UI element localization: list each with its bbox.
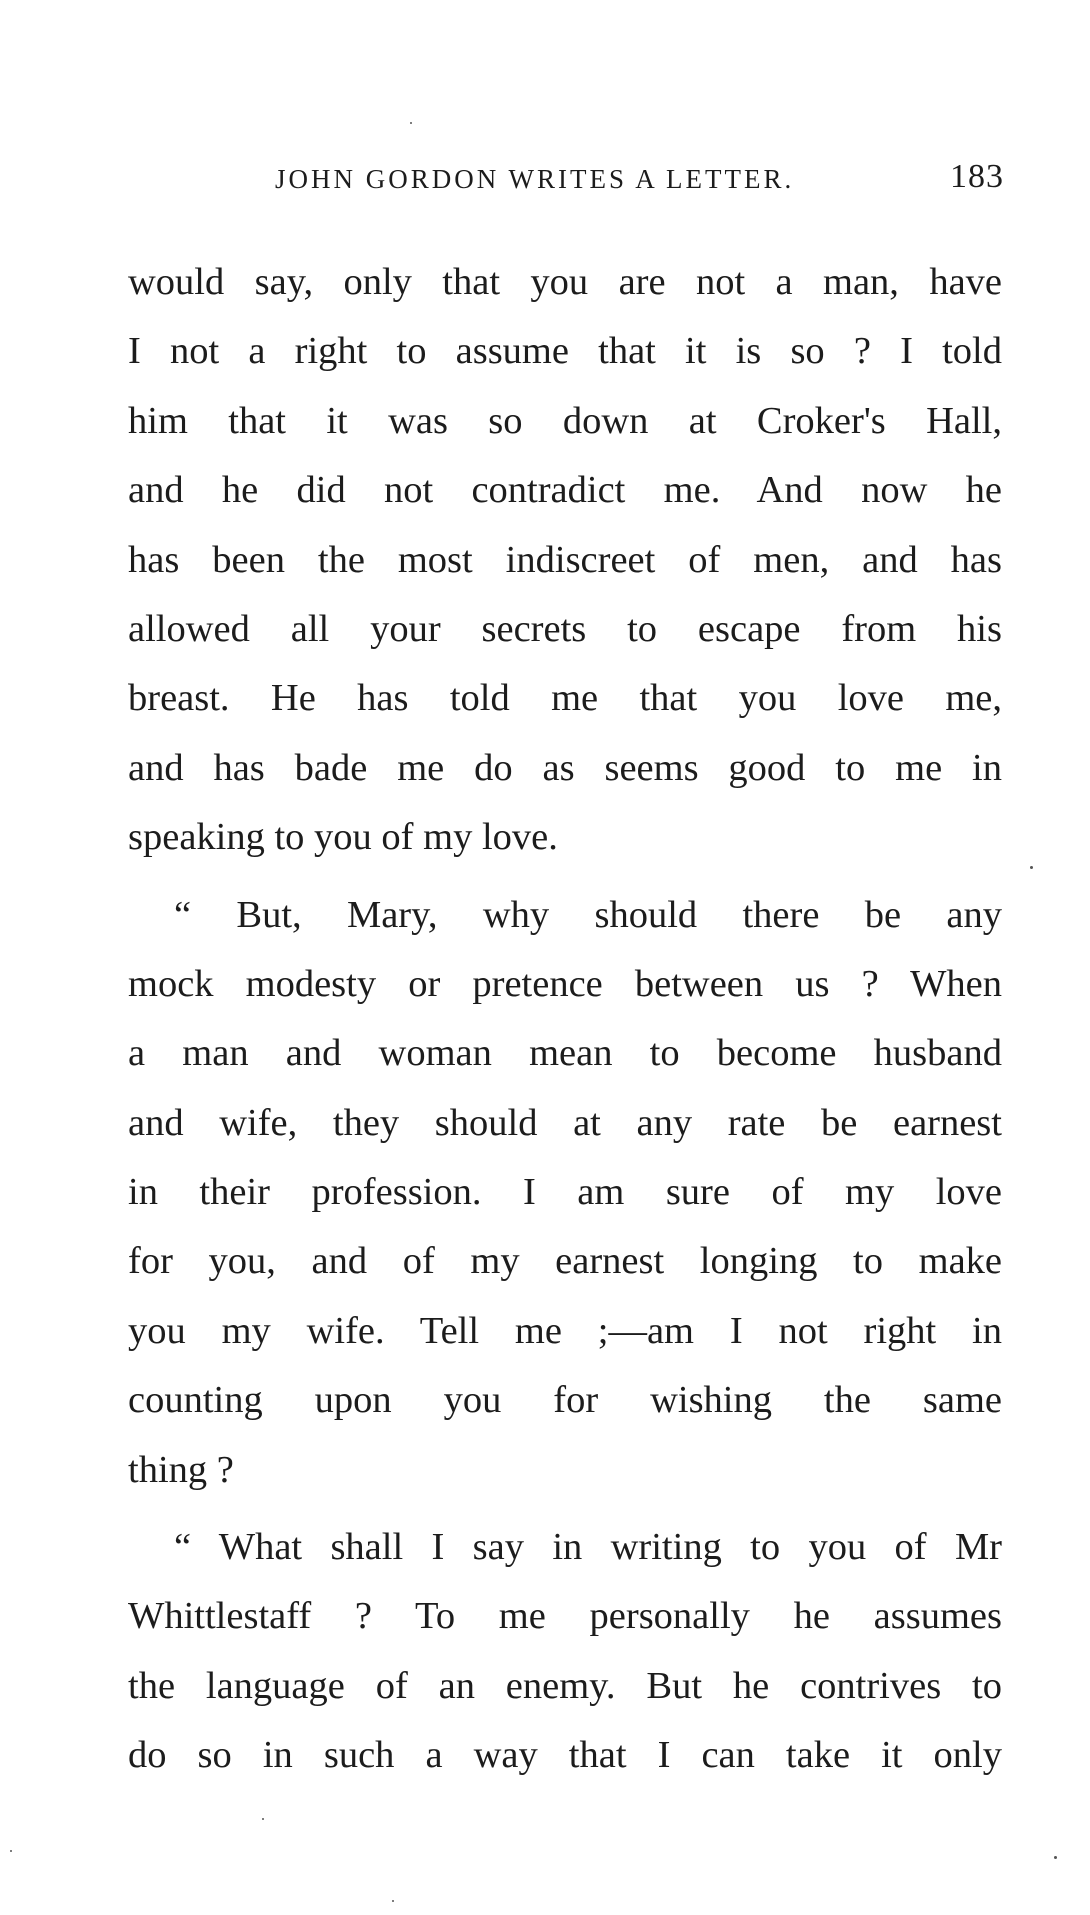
- paragraph-3: [128, 1513, 1002, 1791]
- page-number: 183: [950, 158, 1004, 195]
- paragraph-gap: [128, 873, 1002, 881]
- print-speck: [1054, 1856, 1057, 1859]
- text-line: him that it was so down at Croker's Hall,: [128, 399, 1002, 442]
- text-line: would say, only that you are not a man, have: [128, 261, 1002, 303]
- text-line: mock modesty or pretence between us ? When: [128, 962, 1002, 1005]
- text-line: and has bade me do as seems good to me in: [128, 746, 1002, 789]
- text-line: has been the most indiscreet of men, and has: [128, 538, 1002, 581]
- text-line: “ What shall I say in writing to you of Mr: [174, 1526, 1002, 1569]
- text-line: you my wife. Tell me ;—am I not right in: [128, 1309, 1002, 1352]
- print-speck: [392, 1900, 394, 1902]
- text-line: counting upon you for wishing the same: [128, 1379, 1002, 1422]
- text-line: thing ?: [128, 1448, 234, 1491]
- paragraph-gap: [128, 1505, 1002, 1513]
- text-line: in their profession. I am sure of my love: [128, 1171, 1002, 1214]
- print-speck: [10, 1850, 12, 1852]
- body-text: [128, 248, 1002, 1791]
- text-line: I not a right to assume that it is so ? I told: [128, 330, 1002, 373]
- print-speck: [410, 122, 412, 124]
- text-line: and wife, they should at any rate be earnest: [128, 1101, 1002, 1144]
- chapter-title: JOHN GORDON WRITES A LETTER.: [275, 164, 795, 194]
- text-line: for you, and of my earnest longing to make: [128, 1240, 1002, 1283]
- text-line: do so in such a way that I can take it only: [128, 1734, 1002, 1777]
- print-speck: [262, 1818, 264, 1820]
- text-line: Whittlestaff ? To me personally he assumes: [128, 1595, 1002, 1638]
- text-line: and he did not contradict me. And now he: [128, 469, 1002, 512]
- text-line: allowed all your secrets to escape from his: [128, 607, 1002, 650]
- print-speck: [1030, 866, 1033, 869]
- paragraph-1: [128, 248, 1002, 873]
- text-line: breast. He has told me that you love me,: [128, 677, 1002, 720]
- text-line: a man and woman mean to become husband: [128, 1032, 1002, 1075]
- text-line: the language of an enemy. But he contrives to: [128, 1664, 1002, 1707]
- paragraph-2: [128, 881, 1002, 1506]
- running-head: [130, 158, 1004, 202]
- text-line: speaking to you of my love.: [128, 816, 558, 859]
- text-line: “ But, Mary, why should there be any: [174, 893, 1002, 936]
